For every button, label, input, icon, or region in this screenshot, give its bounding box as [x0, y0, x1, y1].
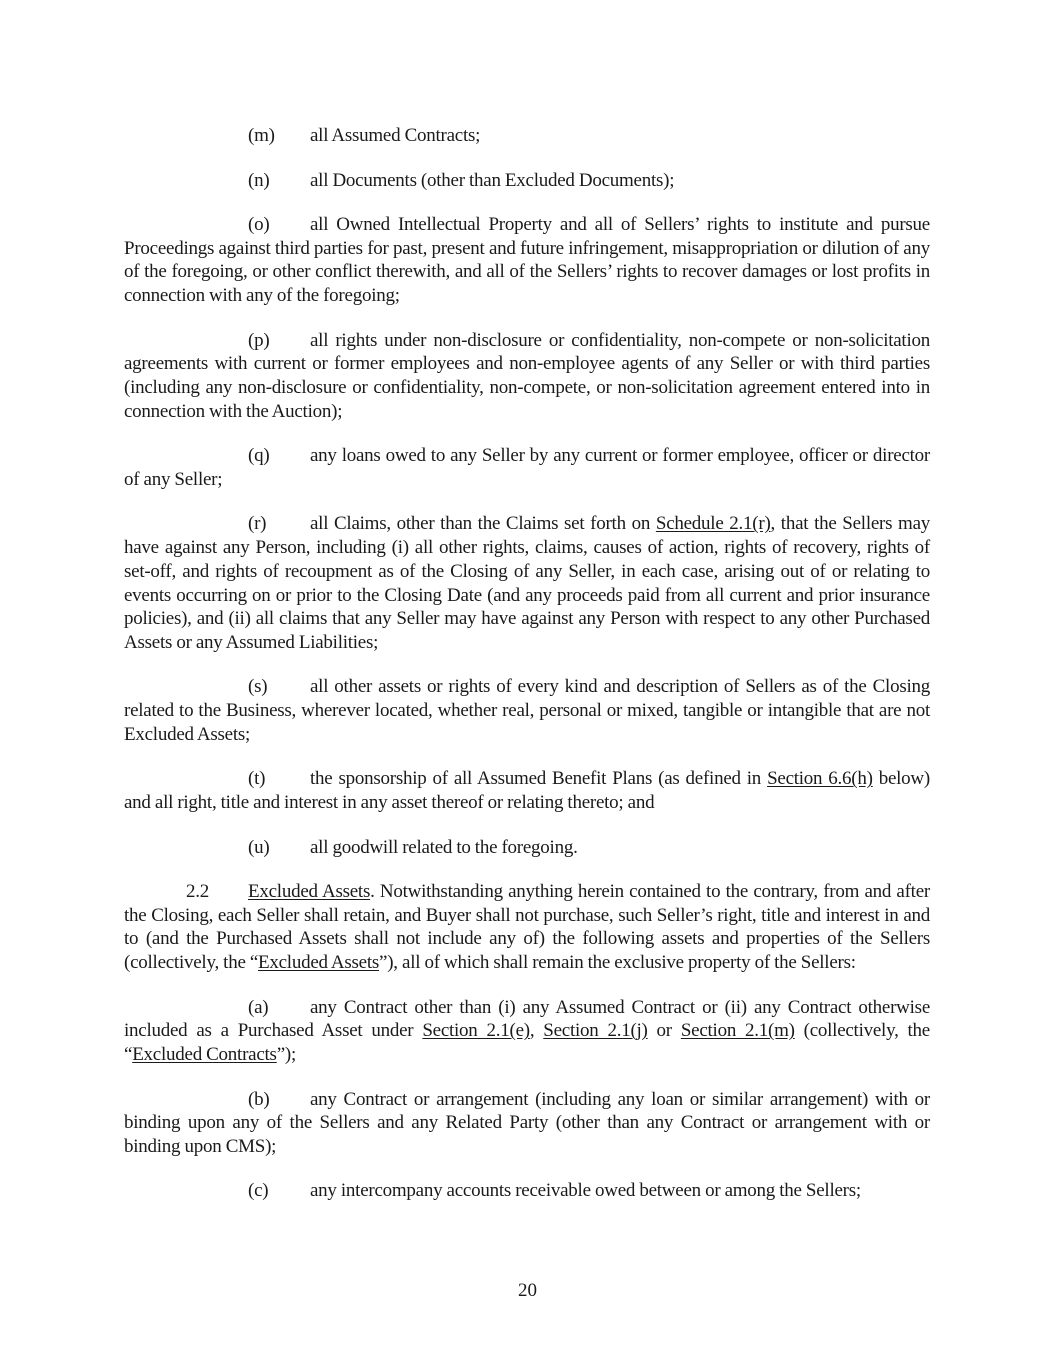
clause-label: (a)	[248, 996, 269, 1018]
clause-label: (s)	[248, 676, 268, 698]
clause-paragraph	[124, 124, 930, 148]
defined-term-reference: Schedule 2.1(r)	[655, 513, 771, 535]
clause-paragraph	[124, 169, 930, 193]
defined-term-reference: Section 2.1(m)	[680, 1020, 795, 1042]
clause-text: or	[647, 1020, 681, 1042]
clause-label: (q)	[248, 445, 270, 467]
clause-text: ,	[529, 1020, 544, 1042]
clause-label: (r)	[248, 513, 267, 535]
clause-text: all rights under non-disclosure or confidentiality, non-compete or non-solicitation agreements with current or former employees and non-employee agents of any Seller or with third parties (including any non-disclosure or confidentiality, non-compete, or non-solicitation agreement entered into in connection with the Auction);	[124, 329, 930, 422]
page-number: 20	[518, 1280, 537, 1301]
defined-term-reference: Section 2.1(j)	[543, 1020, 648, 1042]
clause-text: below) and all right, title and interest in any asset thereof or relating thereto; and	[124, 768, 930, 814]
clause-text: all other assets or rights of every kind and description of Sellers as of the Closing related to the Business, wherever located, whether real, personal or mixed, tangible or intangible that are not Excluded Assets;	[124, 676, 930, 745]
clause-paragraph	[124, 213, 930, 308]
clause-text: any intercompany accounts receivable owed between or among the Sellers;	[310, 1180, 861, 1202]
clause-paragraph	[124, 1088, 930, 1159]
clause-text: any Contract other than (i) any Assumed Contract or (ii) any Contract otherwise included as a Purchased Asset under	[124, 996, 930, 1042]
clause-text: any loans owed to any Seller by any current or former employee, officer or director of any Seller;	[124, 445, 930, 490]
clause-text: all Owned Intellectual Property and all of Sellers’ rights to institute and pursue Proceedings against third parties for past, present and future infringement, misappropriation or dilution of any of the foregoing, or other conflict therewith, and all of the Sellers’ rights to recover damages or lost profits in connection with any of the foregoing;	[124, 214, 930, 307]
clause-paragraph	[124, 675, 930, 746]
clause-label: (p)	[248, 329, 270, 351]
clause-text: the sponsorship of all Assumed Benefit Plans (as defined in	[310, 768, 768, 790]
clause-label: (o)	[248, 214, 270, 235]
document-page	[124, 124, 930, 1224]
clause-text: all Documents (other than Excluded Documents);	[310, 169, 675, 191]
clause-text: , that the Sellers may have against any Person, including (i) all other rights, claims, causes of action, rights of recovery, rights of set-off, and rights of recoupment as of the Closing of any Seller, in each case, arising out of or relating to events occurring on or prior to the Closing Date (and any proceeds paid from all current and prior insurance policies), and (ii) all claims that any Seller may have against any Person with respect to any other Purchased Assets or any Assumed Liabilities;	[124, 513, 930, 653]
clause-paragraph	[124, 1179, 930, 1203]
defined-term-reference: Excluded Assets	[248, 881, 371, 903]
clause-text: ”), all of which shall remain the exclusive property of the Sellers:	[379, 952, 856, 974]
clause-text: any Contract or arrangement (including any loan or similar arrangement) with or binding upon any of the Sellers and any Related Party (other than any Contract or arrangement with or binding upon CMS);	[124, 1088, 930, 1157]
clause-label: (b)	[248, 1088, 270, 1110]
clause-label: (m)	[248, 125, 275, 146]
defined-term-reference: Section 6.6(h)	[767, 768, 873, 790]
clause-text: (collectively, the “	[124, 1020, 930, 1066]
clause-label: 2.2	[186, 881, 209, 903]
clause-paragraph	[124, 996, 930, 1067]
clause-label: (u)	[248, 836, 270, 858]
clause-label: (n)	[248, 169, 270, 191]
clause-label: (c)	[248, 1180, 269, 1202]
clause-paragraph	[124, 512, 930, 654]
clause-paragraph	[124, 329, 930, 424]
clause-text: ”);	[276, 1044, 297, 1066]
clause-text: all Claims, other than the Claims set forth on	[310, 513, 656, 535]
clause-paragraph	[124, 767, 930, 814]
clause-text: all goodwill related to the foregoing.	[310, 836, 578, 858]
clause-text: all Assumed Contracts;	[310, 125, 481, 146]
section-paragraph	[124, 880, 930, 975]
defined-term-reference: Section 2.1(e)	[422, 1020, 530, 1042]
clause-paragraph	[124, 444, 930, 491]
clause-paragraph	[124, 836, 930, 860]
defined-term-reference: Excluded Assets	[258, 952, 380, 974]
defined-term-reference: Excluded Contracts	[132, 1044, 277, 1066]
clause-text: . Notwithstanding anything herein contained to the contrary, from and after the Closing, each Seller shall retain, and Buyer shall not purchase, such Seller’s right, title and interest in and to (and the Purchased Assets shall not include any of) the following assets and properties of the Sellers (collectively, the “	[124, 881, 930, 974]
clause-label: (t)	[248, 768, 266, 790]
